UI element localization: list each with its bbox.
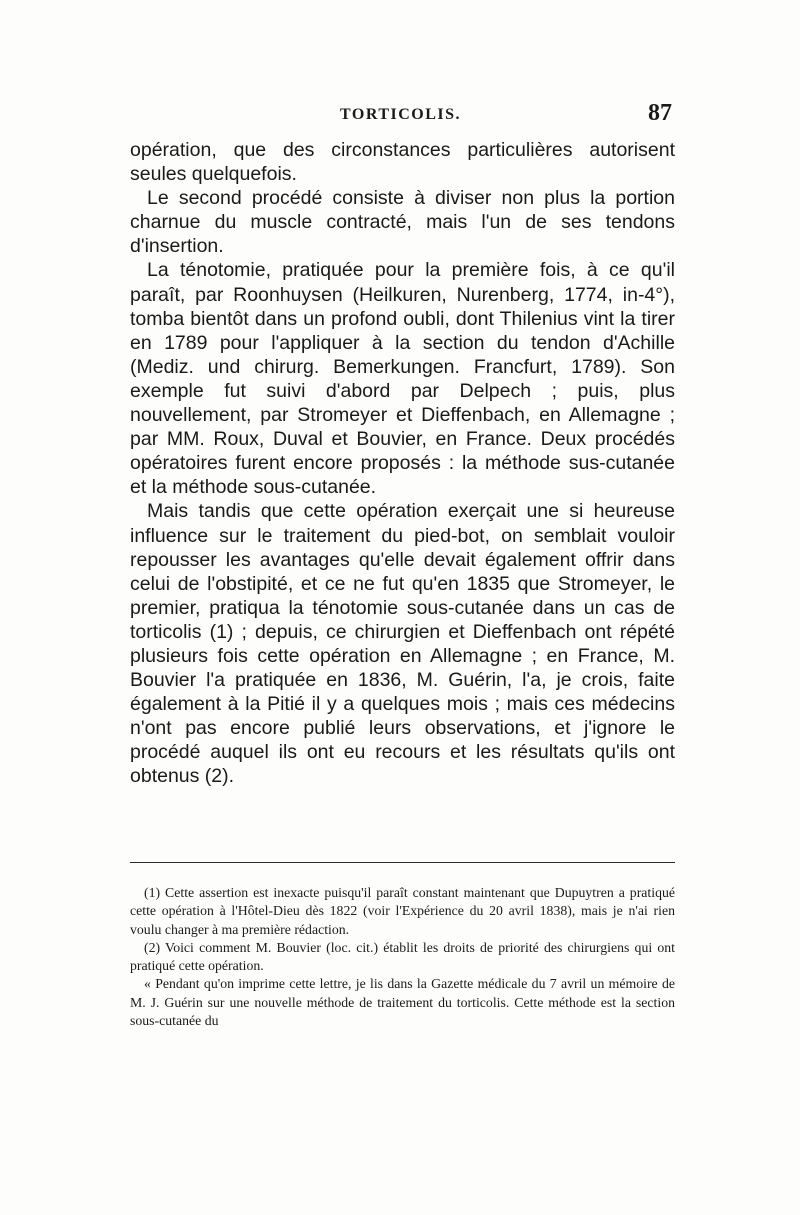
page-header xyxy=(130,92,680,132)
main-text xyxy=(130,138,675,789)
footnotes xyxy=(130,884,675,1030)
page-number: 87 xyxy=(648,100,672,126)
footnote-2: (2) Voici comment M. Bouvier (loc. cit.) établit les droits de priorité des chirurgiens qui ont pratiqué cette opération. xyxy=(130,939,675,974)
paragraph-2: Le second procédé consiste à diviser non plus la portion charnue du muscle contracté, mais l'un de ses tendons d'insertion. xyxy=(130,187,675,258)
paragraph-3: La ténotomie, pratiquée pour la première fois, à ce qu'il paraît, par Roonhuysen (Heilkuren, Nurenberg, 1774, in-4°), tomba bientôt dans un profond oubli, dont Thilenius vint la tirer en 1789 pour l'appliquer à la section du tendon d'Achille (Mediz. und chirurg. Bemerkungen. Francfurt, 1789). Son exemple fut suivi d'abord par Delpech ; puis, plus nouvellement, par Stromeyer et Dieffenbach, en Allemagne ; par MM. Roux, Duval et Bouvier, en France. Deux procédés opératoires furent encore proposés : la méthode sus-cutanée et la méthode sous-cutanée. xyxy=(130,259,675,499)
paragraph-4: Mais tandis que cette opération exerçait une si heureuse influence sur le traitement du pied-bot, on semblait vouloir repousser les avantages qu'elle devait également offrir dans celui de l'obstipité, et ce ne fut qu'en 1835 que Stromeyer, le premier, pratiqua la ténotomie sous-cutanée dans un cas de torticolis (1) ; depuis, ce chirurgien et Dieffenbach ont répété plusieurs fois cette opération en Allemagne ; en France, M. Bouvier l'a pratiquée en 1836, M. Guérin, l'a, je crois, faite également à la Pitié il y a quelques mois ; mais ces médecins n'ont pas encore publié leurs observations, et j'ignore le procédé auquel ils ont eu recours et les résultats qu'ils ont obtenus (2). xyxy=(130,500,675,788)
footnote-2-quote: « Pendant qu'on imprime cette lettre, je lis dans la Gazette médicale du 7 avril un mémoire de M. J. Guérin sur une nouvelle méthode de traitement du torticolis. Cette méthode est la section sous-cutanée du xyxy=(130,976,675,1029)
running-title: TORTICOLIS. xyxy=(340,106,462,123)
footnote-separator xyxy=(130,862,675,863)
footnote-1: (1) Cette assertion est inexacte puisqu'il paraît constant maintenant que Dupuytren a pratiqué cette opération à l'Hôtel-Dieu dès 1822 (voir l'Expérience du 20 avril 1838), mais je n'ai rien voulu changer à ma première rédaction. xyxy=(130,885,675,937)
paragraph-1: opération, que des circonstances particulières autorisent seules quelquefois. xyxy=(130,139,675,186)
